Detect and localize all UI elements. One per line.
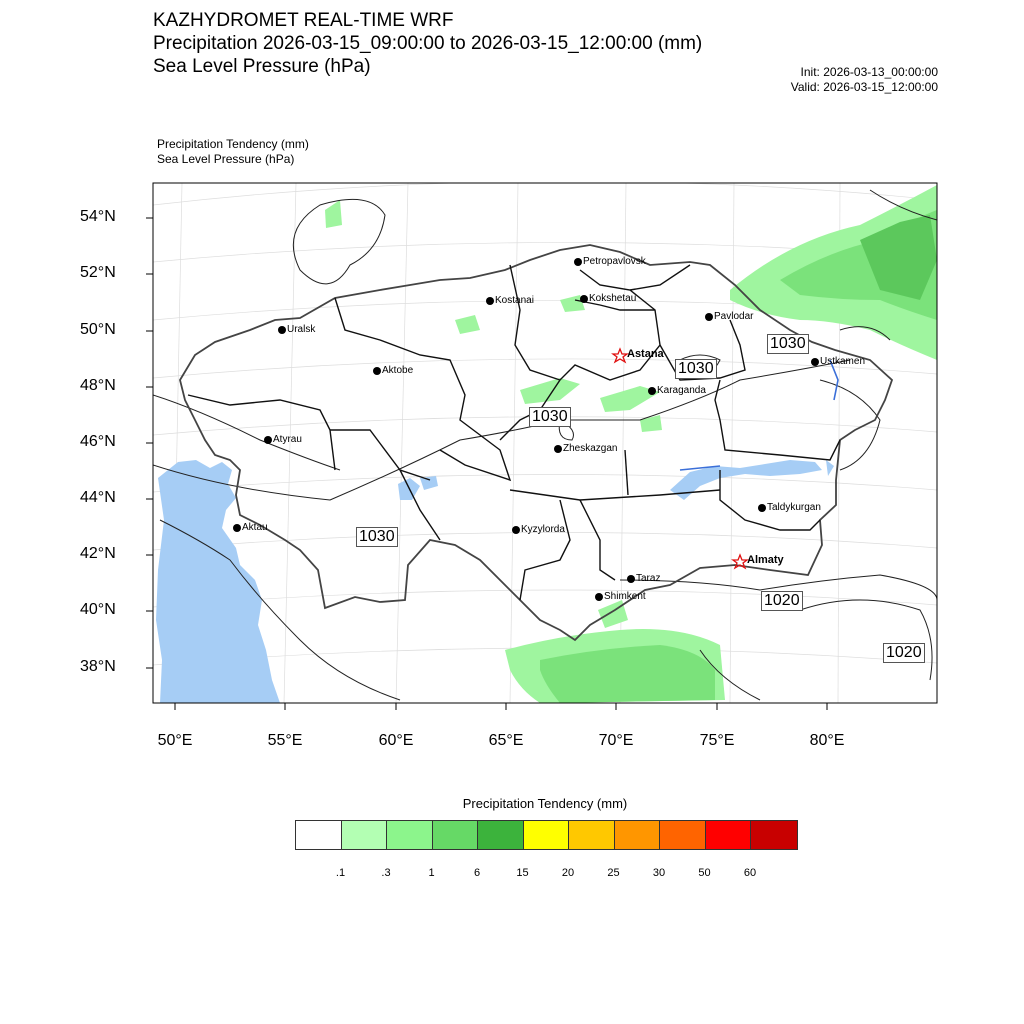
- colorbar-tick-label: 15: [516, 867, 529, 879]
- lon-label-60: 60°E: [378, 732, 414, 749]
- lake-alakol: [826, 460, 834, 476]
- colorbar-tick-label: 20: [561, 867, 575, 879]
- slp-title: Sea Level Pressure (hPa): [153, 56, 371, 77]
- isobar-label: 1030: [529, 407, 571, 427]
- isobar-label: 1020: [883, 643, 925, 663]
- colorbar-tick-label: 50: [698, 867, 711, 879]
- city-label-shimkent: Shimkent: [604, 591, 646, 602]
- figure-title: KAZHYDROMET REAL-TIME WRF: [153, 10, 454, 31]
- colorbar-tick-label: .3: [381, 867, 391, 879]
- colorbar-swatch: [342, 821, 388, 849]
- city-label-uralsk: Uralsk: [287, 324, 316, 335]
- city-label-kostanai: Kostanai: [495, 295, 534, 306]
- field-label-precip: Precipitation Tendency (mm): [157, 137, 309, 151]
- colorbar-swatch: [569, 821, 615, 849]
- city-label-taldykurgan: Taldykurgan: [767, 502, 821, 513]
- lat-label-38: 38°N: [80, 658, 116, 675]
- city-label-pavlodar: Pavlodar: [714, 311, 754, 322]
- colorbar-tick-label: 30: [652, 867, 666, 879]
- lat-label-48: 48°N: [80, 377, 116, 394]
- colorbar-tick-label: 6: [473, 867, 481, 879]
- isobar-label: 1030: [675, 359, 717, 379]
- city-label-astana: Astana: [627, 348, 664, 360]
- colorbar-swatch: [706, 821, 752, 849]
- colorbar-tick-label: .1: [335, 867, 346, 879]
- colorbar-swatch: [478, 821, 524, 849]
- lat-label-40: 40°N: [80, 601, 116, 618]
- colorbar: [295, 820, 798, 850]
- city-label-almaty: Almaty: [747, 554, 784, 566]
- isobar-label: 1030: [767, 334, 809, 354]
- valid-time: Valid: 2026-03-15_12:00:00: [790, 80, 938, 94]
- city-label-petropavlovsk: Petropavlovsk: [583, 256, 646, 267]
- capital-markers: [613, 349, 747, 568]
- city-label-karaganda: Karaganda: [657, 385, 706, 396]
- city-label-aktobe: Aktobe: [382, 365, 414, 376]
- colorbar-tick-label: 1: [428, 867, 435, 879]
- init-time: Init: 2026-03-13_00:00:00: [800, 65, 938, 79]
- precip-title: Precipitation 2026-03-15_09:00:00 to 2026-03-15_12:00:00 (mm): [153, 33, 703, 54]
- isobar-label: 1020: [761, 591, 803, 611]
- colorbar-tick-label: 25: [607, 867, 620, 879]
- lat-label-52: 52°N: [80, 264, 116, 281]
- lat-label-44: 44°N: [80, 489, 116, 506]
- colorbar-swatch: [615, 821, 661, 849]
- lon-label-70: 70°E: [598, 732, 634, 749]
- city-label-atyrau: Atyrau: [273, 434, 302, 445]
- lon-label-65: 65°E: [488, 732, 524, 749]
- colorbar-swatch: [433, 821, 479, 849]
- colorbar-swatch: [751, 821, 797, 849]
- city-label-aktau: Aktau: [242, 522, 268, 533]
- lon-label-75: 75°E: [699, 732, 735, 749]
- caspian-sea: [156, 460, 280, 703]
- lake-balkhash: [670, 460, 822, 500]
- city-label-zheskazgan: Zheskazgan: [563, 443, 618, 454]
- city-label-kokshetau: Kokshetau: [589, 293, 637, 304]
- city-label-taraz: Taraz: [636, 573, 661, 584]
- city-label-ustkamen: Ustkamen: [820, 356, 866, 367]
- lon-label-55: 55°E: [267, 732, 303, 749]
- colorbar-tick-label: 60: [743, 867, 757, 879]
- field-label-slp: Sea Level Pressure (hPa): [157, 152, 295, 166]
- colorbar-swatch: [387, 821, 433, 849]
- city-label-kyzylorda: Kyzylorda: [521, 524, 565, 535]
- lat-label-42: 42°N: [80, 545, 116, 562]
- lon-label-50: 50°E: [157, 732, 193, 749]
- lat-label-46: 46°N: [80, 433, 116, 450]
- lat-label-50: 50°N: [80, 321, 116, 338]
- lon-label-80: 80°E: [809, 732, 845, 749]
- lat-label-54: 54°N: [80, 208, 116, 225]
- colorbar-swatch: [296, 821, 342, 849]
- colorbar-swatch: [524, 821, 570, 849]
- colorbar-title: Precipitation Tendency (mm): [462, 796, 628, 811]
- colorbar-swatch: [660, 821, 706, 849]
- isobar-label: 1030: [356, 527, 398, 547]
